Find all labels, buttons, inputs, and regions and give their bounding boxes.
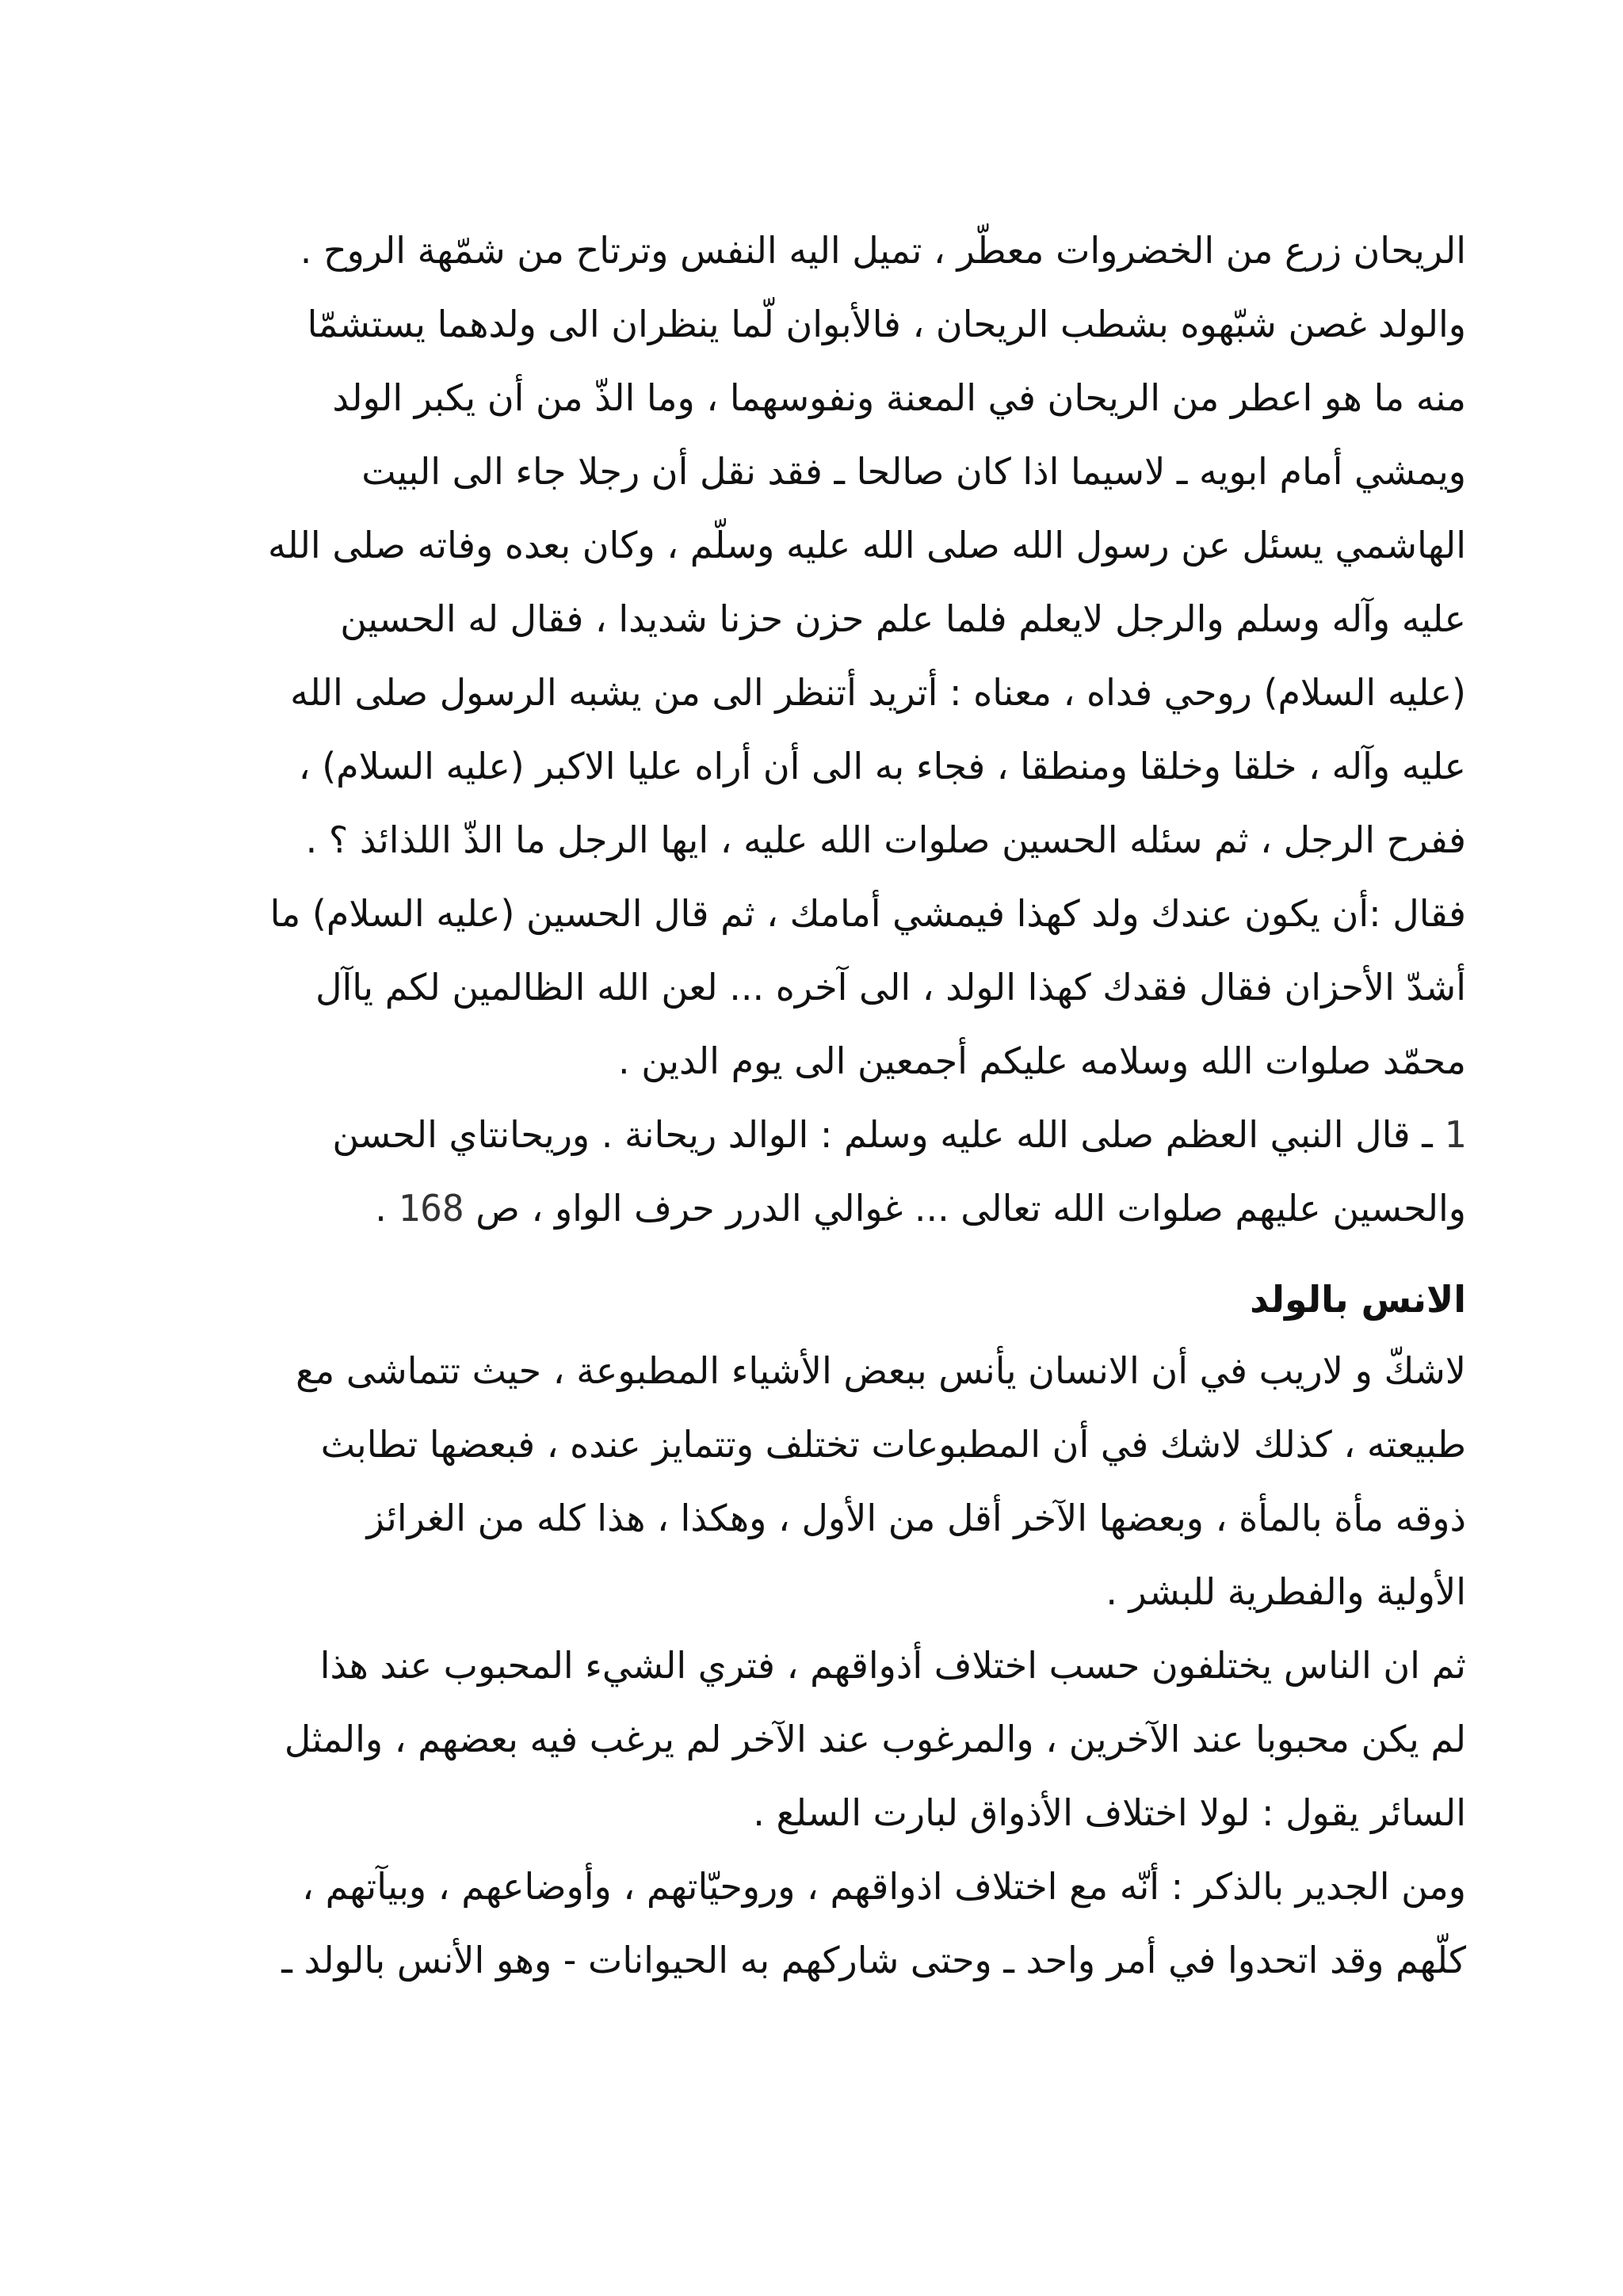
text-line: ثم ان الناس يختلفون حسب اختلاف أذواقهم ، فتري الشيء المحبوب عند هذا — [319, 1644, 1466, 1687]
document-page — [158, 214, 1466, 1997]
footnote — [158, 1098, 1466, 1245]
text-line: محمّد صلوات الله وسلامه عليكم أجمعين الى يوم الدين . — [617, 1039, 1466, 1082]
footnote-text: ـ قال النبي العظم صلى الله عليه وسلم : الوالد ريحانة . وريحانتاي الحسن — [332, 1113, 1433, 1156]
text-line: ويمشي أمام ابويه ـ لاسيما اذا كان صالحا ـ فقد نقل أن رجلا جاء الى البيت — [361, 450, 1466, 493]
text-line: (عليه السلام) روحي فداه ، معناه : أتريد أتنظر الى من يشبه الرسول صلى الله — [290, 671, 1466, 714]
text-line: أشدّ الأحزان فقال فقدك كهذا الولد ، الى آخره ... لعن الله الظالمين لكم ياآل — [315, 966, 1466, 1009]
text-line: ففرح الرجل ، ثم سئله الحسين صلوات الله عليه ، ايها الرجل ما الذّ اللذائذ ؟ . — [305, 818, 1466, 861]
footnote-line-2 — [158, 1172, 1466, 1245]
text-line: الريحان زرع من الخضروات معطّر ، تميل اليه النفس وترتاح من شمّهة الروح . — [300, 229, 1466, 272]
text-line: طبيعته ، كذلك لاشك في أن المطبوعات تختلف وتتمايز عنده ، فبعضها تطابث — [320, 1423, 1466, 1466]
text-line: الأولية والفطرية للبشر . — [1106, 1570, 1466, 1613]
footnote-line-1 — [158, 1098, 1466, 1172]
text-line: ذوقه مأة بالمأة ، وبعضها الآخر أقل من الأول ، وهكذا ، هذا كله من الغرائز — [366, 1497, 1466, 1539]
text-line: عليه وآله وسلم والرجل لايعلم فلما علم حزن حزنا شديدا ، فقال له الحسين — [340, 597, 1466, 640]
text-line: لاشكّ و لاريب في أن الانسان يأنس ببعض الأشياء المطبوعة ، حيث تتماشى مع — [296, 1349, 1466, 1392]
text-line: ومن الجدير بالذكر : أنّه مع اختلاف اذواقهم ، وروحيّاتهم ، وأوضاعهم ، وبيآتهم ، — [302, 1865, 1466, 1908]
text-line: عليه وآله ، خلقا وخلقا ومنطقا ، فجاء به الى أن أراه عليا الاكبر (عليه السلام) ، — [298, 745, 1466, 788]
text-line: السائر يقول : لولا اختلاف الأذواق لبارت السلع . — [753, 1791, 1466, 1834]
footnote-end: . — [375, 1187, 387, 1230]
text-line: فقال :أن يكون عندك ولد كهذا فيمشي أمامك ، ثم قال الحسين (عليه السلام) ما — [269, 892, 1466, 935]
text-line: كلّهم وقد اتحدوا في أمر واحد ـ وحتى شاركهم به الحيوانات - وهو الأنس بالولد ـ — [281, 1939, 1466, 1981]
text-line: والولد غصن شبّهوه بشطب الريحان ، فالأبوان لّما ينظران الى ولدهما يستشمّا — [307, 303, 1466, 345]
section-heading: الانس بالولد — [1250, 1278, 1466, 1321]
footnote-text: والحسين عليهم صلوات الله تعالى ... غوالي الدرر حرف الواو ، ص — [475, 1187, 1466, 1230]
footnote-page-number: 168 — [398, 1187, 464, 1230]
paragraph-rayhan — [158, 214, 1466, 1098]
text-line: لم يكن محبوبا عند الآخرين ، والمرغوب عند الآخر لم يرغب فيه بعضهم ، والمثل — [284, 1718, 1466, 1760]
section-spacer — [158, 1245, 1466, 1276]
paragraph-uns — [158, 1334, 1466, 1997]
text-line: الهاشمي يسئل عن رسول الله صلى الله عليه وسلّم ، وكان بعده وفاته صلى الله — [268, 524, 1466, 566]
footnote-number: 1 — [1444, 1113, 1466, 1156]
text-line: منه ما هو اعطر من الريحان في المعنة ونفوسهما ، وما الذّ من أن يكبر الولد — [332, 376, 1466, 419]
